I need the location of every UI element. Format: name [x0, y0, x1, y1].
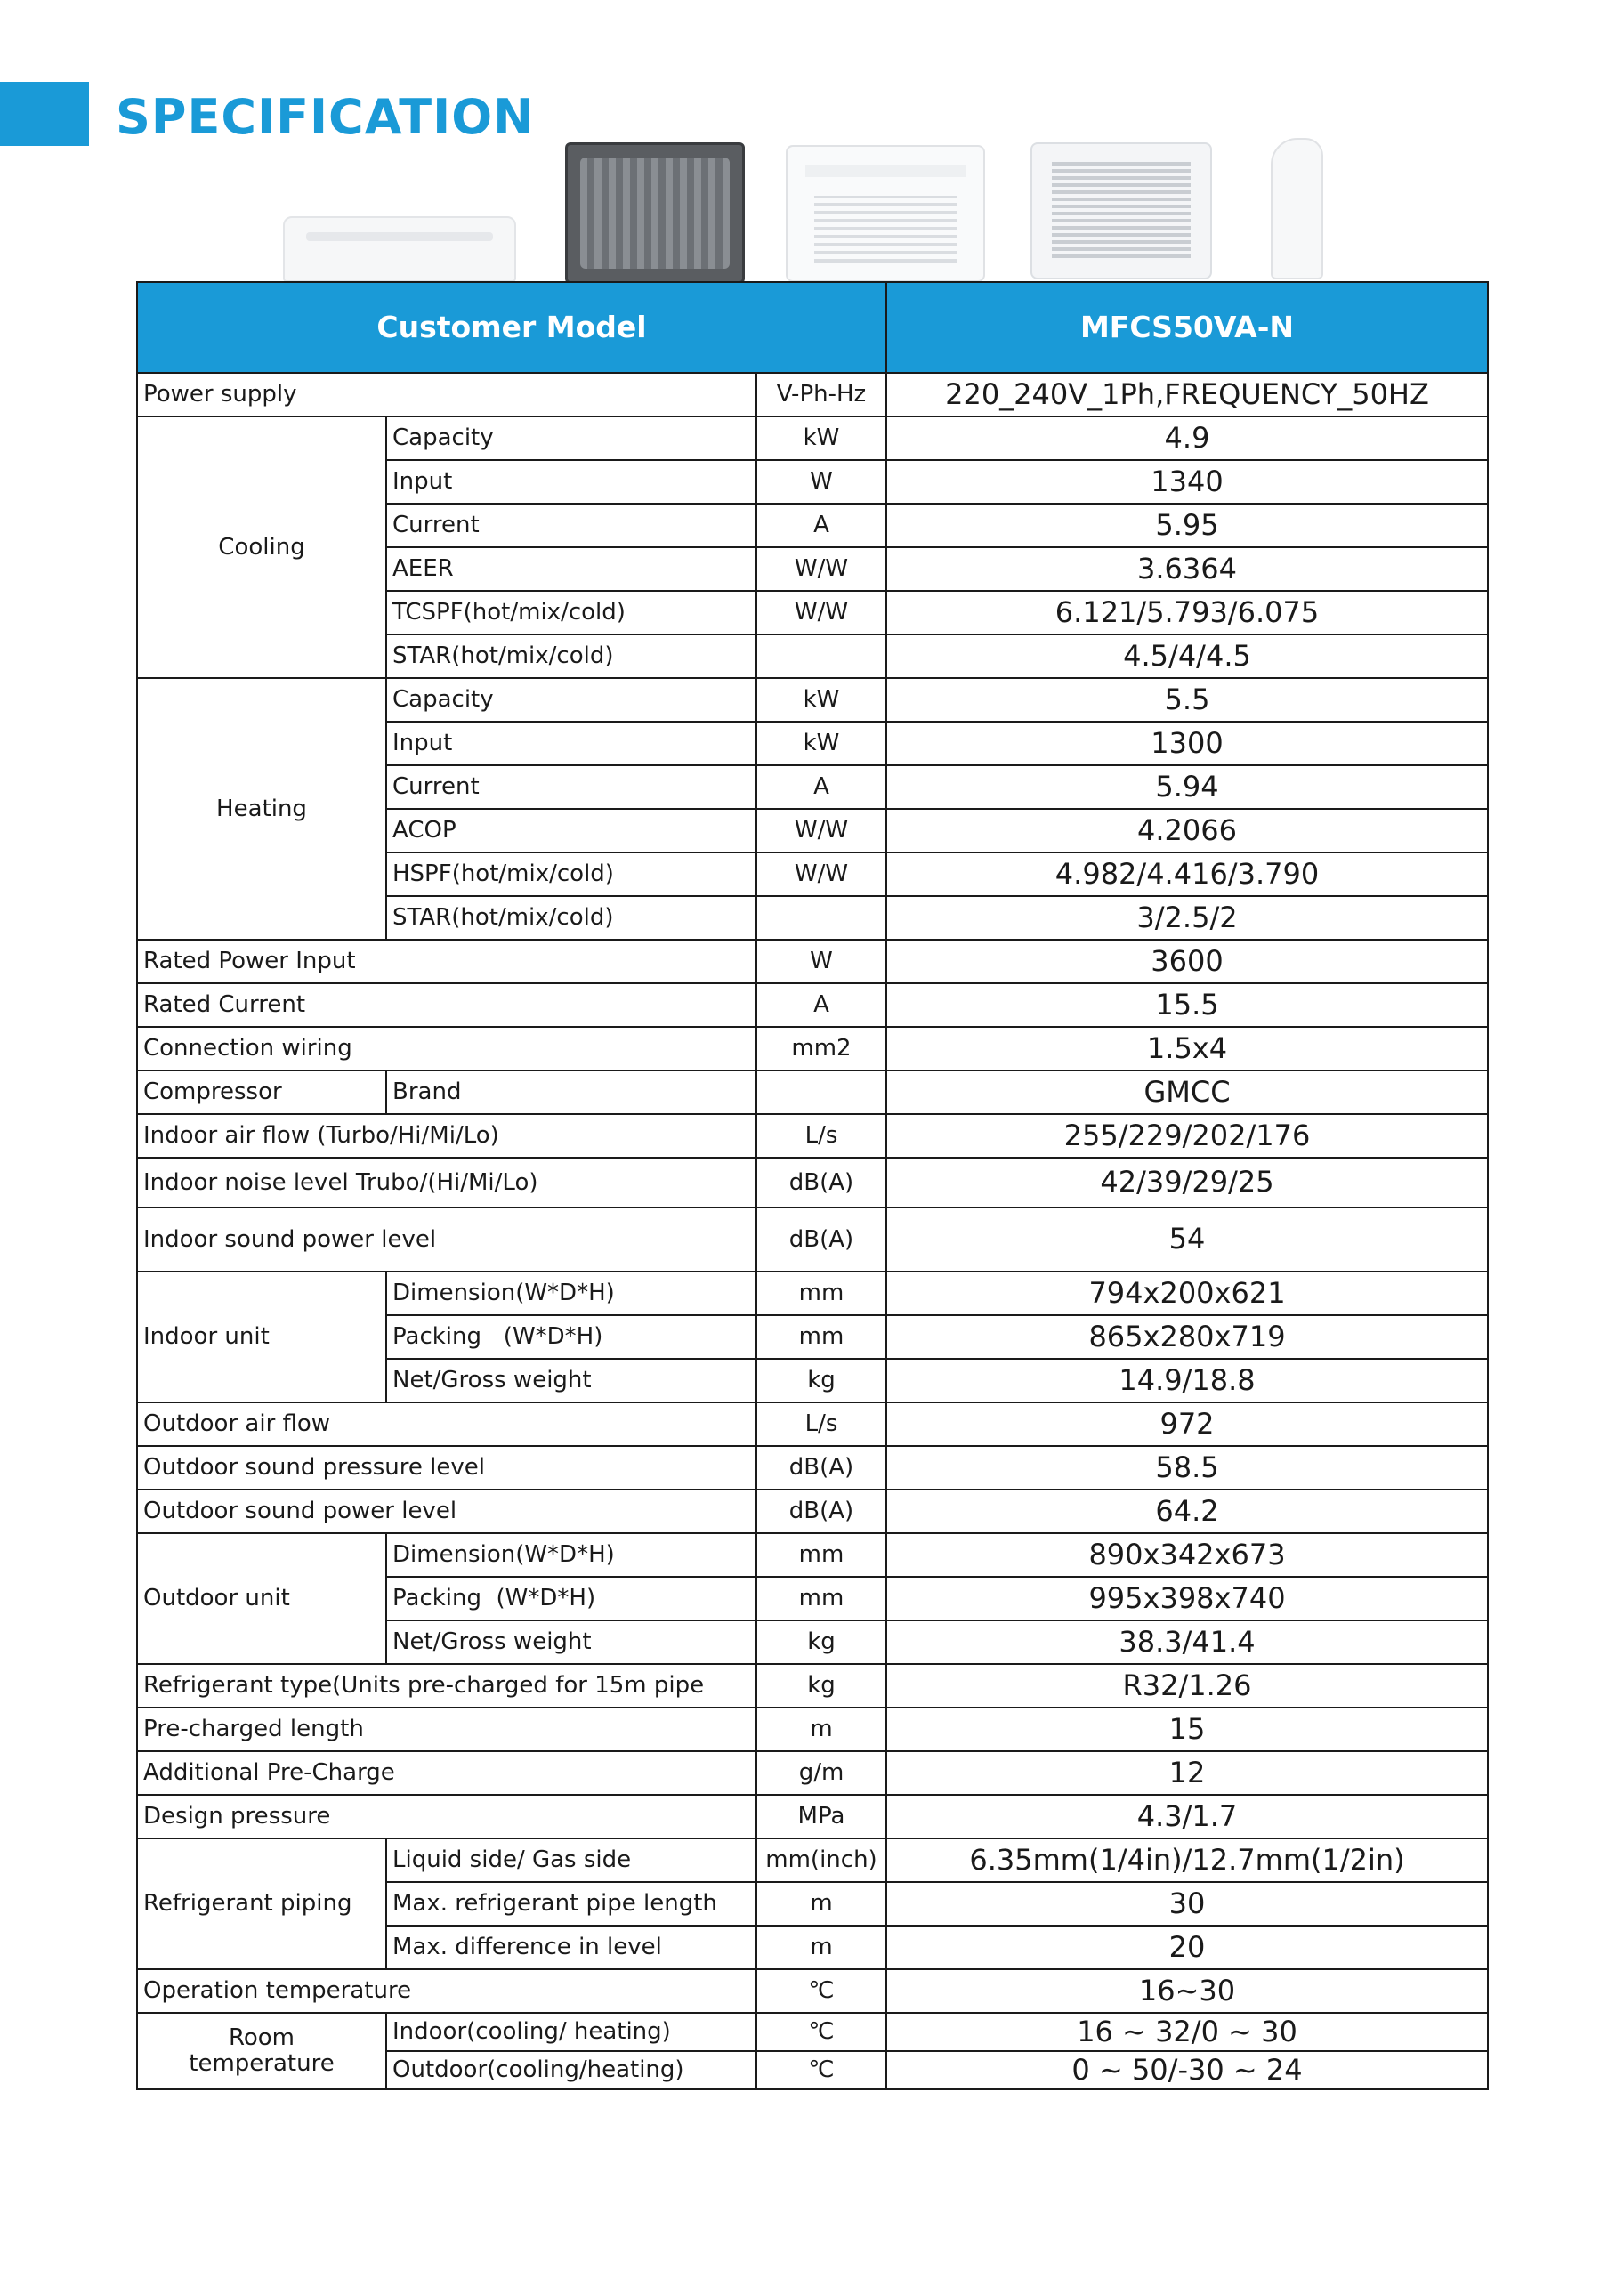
row-label: Indoor sound power level: [137, 1208, 756, 1272]
row-value: 0 ~ 50/-30 ~ 24: [886, 2051, 1488, 2089]
table-row: [137, 1795, 1488, 1838]
row-unit: kW: [756, 722, 886, 765]
row-label: Operation temperature: [137, 1969, 756, 2013]
table-row: [137, 416, 1488, 460]
row-label: Refrigerant type(Units pre-charged for 15m pipe: [137, 1664, 756, 1708]
row-value: 255/229/202/176: [886, 1114, 1488, 1158]
row-label: Indoor(cooling/ heating): [386, 2013, 756, 2051]
table-row: [137, 1158, 1488, 1208]
row-unit: L/s: [756, 1114, 886, 1158]
row-label: Power supply: [137, 373, 756, 416]
row-unit: mm: [756, 1272, 886, 1315]
row-label: Input: [386, 722, 756, 765]
table-row: [137, 1027, 1488, 1070]
row-value: 1340: [886, 460, 1488, 504]
row-value: 890x342x673: [886, 1533, 1488, 1577]
row-value: 16~30: [886, 1969, 1488, 2013]
table-row: [137, 678, 1488, 722]
group-label: Room temperature: [137, 2013, 386, 2089]
row-unit: dB(A): [756, 1158, 886, 1208]
row-value: 16 ~ 32/0 ~ 30: [886, 2013, 1488, 2051]
row-label: Packing (W*D*H): [386, 1577, 756, 1620]
row-label: Additional Pre-Charge: [137, 1751, 756, 1795]
row-label: AEER: [386, 547, 756, 591]
row-unit: kg: [756, 1620, 886, 1664]
row-label: Indoor noise level Trubo/(Hi/Mi/Lo): [137, 1158, 756, 1208]
row-unit: mm2: [756, 1027, 886, 1070]
table-row: [137, 1838, 1488, 1882]
row-unit: m: [756, 1882, 886, 1926]
row-label: Connection wiring: [137, 1027, 756, 1070]
row-value: 5.5: [886, 678, 1488, 722]
row-label: STAR(hot/mix/cold): [386, 634, 756, 678]
row-value: 38.3/41.4: [886, 1620, 1488, 1664]
row-label: HSPF(hot/mix/cold): [386, 852, 756, 896]
row-value: 42/39/29/25: [886, 1158, 1488, 1208]
row-value: 30: [886, 1882, 1488, 1926]
row-value: 64.2: [886, 1490, 1488, 1533]
row-value: 6.121/5.793/6.075: [886, 591, 1488, 634]
row-unit: [756, 634, 886, 678]
row-value: 5.94: [886, 765, 1488, 809]
ducted-unit-image: [565, 142, 745, 284]
row-value: 1300: [886, 722, 1488, 765]
row-value: 3600: [886, 940, 1488, 983]
row-label: Packing (W*D*H): [386, 1315, 756, 1359]
row-value: 5.95: [886, 504, 1488, 547]
row-unit: m: [756, 1708, 886, 1751]
row-label: Net/Gross weight: [386, 1620, 756, 1664]
row-label: ACOP: [386, 809, 756, 852]
table-row: [137, 1114, 1488, 1158]
row-value: 865x280x719: [886, 1315, 1488, 1359]
row-unit: kW: [756, 678, 886, 722]
row-label: Capacity: [386, 678, 756, 722]
row-value: 20: [886, 1926, 1488, 1969]
table-row: [137, 373, 1488, 416]
row-label: Design pressure: [137, 1795, 756, 1838]
row-label: Dimension(W*D*H): [386, 1272, 756, 1315]
row-unit: dB(A): [756, 1208, 886, 1272]
row-unit: mm: [756, 1533, 886, 1577]
row-unit: kg: [756, 1359, 886, 1402]
row-unit: A: [756, 765, 886, 809]
table-row: [137, 1208, 1488, 1272]
row-sublabel: Brand: [386, 1070, 756, 1114]
table-row: [137, 1969, 1488, 2013]
row-unit: W/W: [756, 547, 886, 591]
row-unit: mm: [756, 1577, 886, 1620]
row-unit: L/s: [756, 1402, 886, 1446]
row-unit: V-Ph-Hz: [756, 373, 886, 416]
row-value: 4.982/4.416/3.790: [886, 852, 1488, 896]
row-unit: W/W: [756, 852, 886, 896]
row-unit: W/W: [756, 591, 886, 634]
row-unit: W/W: [756, 809, 886, 852]
row-value: 220_240V_1Ph,FREQUENCY_50HZ: [886, 373, 1488, 416]
row-label: Outdoor(cooling/heating): [386, 2051, 756, 2089]
row-label: Dimension(W*D*H): [386, 1533, 756, 1577]
row-value: R32/1.26: [886, 1664, 1488, 1708]
row-label: Outdoor sound pressure level: [137, 1446, 756, 1490]
row-value: 3/2.5/2: [886, 896, 1488, 940]
row-value: 4.3/1.7: [886, 1795, 1488, 1838]
row-unit: g/m: [756, 1751, 886, 1795]
row-label: TCSPF(hot/mix/cold): [386, 591, 756, 634]
row-unit: mm(inch): [756, 1838, 886, 1882]
row-label: Max. refrigerant pipe length: [386, 1882, 756, 1926]
row-label: Input: [386, 460, 756, 504]
row-label: STAR(hot/mix/cold): [386, 896, 756, 940]
row-value: 972: [886, 1402, 1488, 1446]
row-value: GMCC: [886, 1070, 1488, 1114]
row-label: Pre-charged length: [137, 1708, 756, 1751]
row-unit: ℃: [756, 1969, 886, 2013]
product-images: [0, 138, 1624, 280]
row-value: 15: [886, 1708, 1488, 1751]
row-value: 58.5: [886, 1446, 1488, 1490]
row-label: Rated Power Input: [137, 940, 756, 983]
page-title: SPECIFICATION: [116, 89, 535, 145]
row-unit: kg: [756, 1664, 886, 1708]
table-row: [137, 940, 1488, 983]
row-label: Rated Current: [137, 983, 756, 1027]
row-value: 4.5/4/4.5: [886, 634, 1488, 678]
row-label: Max. difference in level: [386, 1926, 756, 1969]
row-unit: mm: [756, 1315, 886, 1359]
row-value: 15.5: [886, 983, 1488, 1027]
group-label: Refrigerant piping: [137, 1838, 386, 1969]
cassette-unit-image: [786, 145, 985, 282]
row-label: Liquid side/ Gas side: [386, 1838, 756, 1882]
row-unit: [756, 896, 886, 940]
row-unit: W: [756, 940, 886, 983]
spec-table: [136, 281, 1489, 2090]
row-label: Compressor: [137, 1070, 386, 1114]
table-row: [137, 1490, 1488, 1533]
row-label: Current: [386, 765, 756, 809]
group-label: Outdoor unit: [137, 1533, 386, 1664]
row-value: 12: [886, 1751, 1488, 1795]
row-label: Capacity: [386, 416, 756, 460]
accent-block: [0, 82, 89, 146]
table-row: [137, 1708, 1488, 1751]
row-unit: A: [756, 504, 886, 547]
row-unit: dB(A): [756, 1490, 886, 1533]
row-value: 6.35mm(1/4in)/12.7mm(1/2in): [886, 1838, 1488, 1882]
row-value: 4.2066: [886, 809, 1488, 852]
table-header-row: [137, 282, 1488, 373]
row-unit: ℃: [756, 2051, 886, 2089]
row-value: 4.9: [886, 416, 1488, 460]
table-row: [137, 1070, 1488, 1114]
row-label: Current: [386, 504, 756, 547]
row-label: Net/Gross weight: [386, 1359, 756, 1402]
table-row: [137, 1664, 1488, 1708]
row-unit: dB(A): [756, 1446, 886, 1490]
row-unit: [756, 1070, 886, 1114]
row-label: Indoor air flow (Turbo/Hi/Mi/Lo): [137, 1114, 756, 1158]
row-value: 3.6364: [886, 547, 1488, 591]
row-value: 54: [886, 1208, 1488, 1272]
table-row: [137, 1402, 1488, 1446]
group-label: Heating: [137, 678, 386, 940]
row-unit: MPa: [756, 1795, 886, 1838]
table-row: [137, 1446, 1488, 1490]
row-unit: ℃: [756, 2013, 886, 2051]
header-customer-model: Customer Model: [137, 282, 886, 373]
row-label: Outdoor air flow: [137, 1402, 756, 1446]
table-row: [137, 1272, 1488, 1315]
group-label: Cooling: [137, 416, 386, 678]
row-value: 995x398x740: [886, 1577, 1488, 1620]
row-value: 794x200x621: [886, 1272, 1488, 1315]
floor-console-unit-image: [1030, 142, 1212, 279]
row-value: 1.5x4: [886, 1027, 1488, 1070]
table-row: [137, 1751, 1488, 1795]
ceiling-console-unit-image: [283, 216, 516, 282]
row-value: 14.9/18.8: [886, 1359, 1488, 1402]
outdoor-unit-side-image: [1271, 138, 1323, 279]
header-model-number: MFCS50VA-N: [886, 282, 1488, 373]
row-unit: kW: [756, 416, 886, 460]
row-label: Outdoor sound power level: [137, 1490, 756, 1533]
row-unit: W: [756, 460, 886, 504]
table-row: [137, 2013, 1488, 2051]
table-row: [137, 983, 1488, 1027]
group-label: Indoor unit: [137, 1272, 386, 1402]
row-unit: m: [756, 1926, 886, 1969]
table-row: [137, 1533, 1488, 1577]
row-unit: A: [756, 983, 886, 1027]
